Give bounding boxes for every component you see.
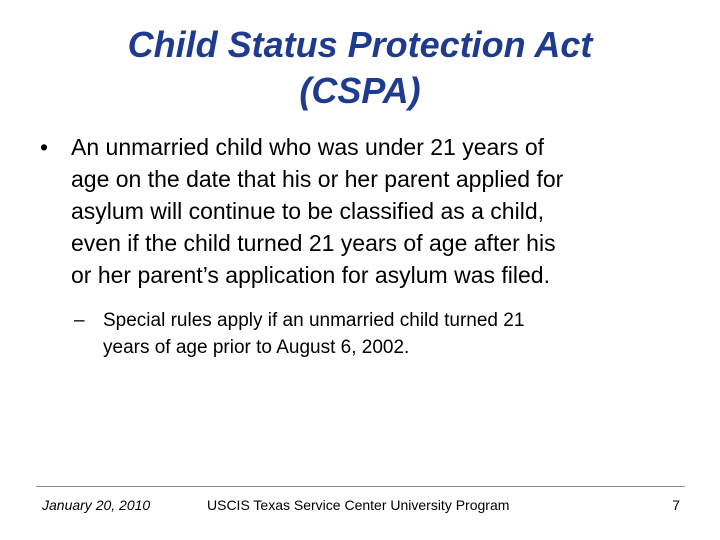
slide-title	[40, 22, 680, 114]
footer-program-name: USCIS Texas Service Center University Program	[207, 497, 510, 513]
footer-divider	[36, 486, 685, 487]
slide-title-line-1: Child Status Protection Act	[127, 24, 593, 65]
footer-page-number: 7	[672, 497, 680, 513]
sub-bullet-line: Special rules apply if an unmarried child turned 21	[103, 310, 525, 331]
bullet-line: An unmarried child who was under 21 years of	[71, 134, 545, 160]
sub-bullet-marker: –	[74, 310, 85, 331]
bullet-line: asylum will continue to be classified as a child,	[71, 198, 545, 224]
sub-bullet-text	[103, 307, 663, 361]
bullet-line: age on the date that his or her parent applied for	[71, 166, 564, 192]
bullet-line: even if the child turned 21 years of age after his	[71, 230, 556, 256]
slide-title-line-2: (CSPA)	[299, 70, 421, 111]
sub-bullet-line: years of age prior to August 6, 2002.	[103, 337, 410, 358]
bullet-text	[71, 131, 671, 291]
bullet-line: or her parent’s application for asylum was filed.	[71, 262, 550, 288]
bullet-marker: •	[40, 134, 49, 160]
footer-date: January 20, 2010	[42, 497, 151, 513]
